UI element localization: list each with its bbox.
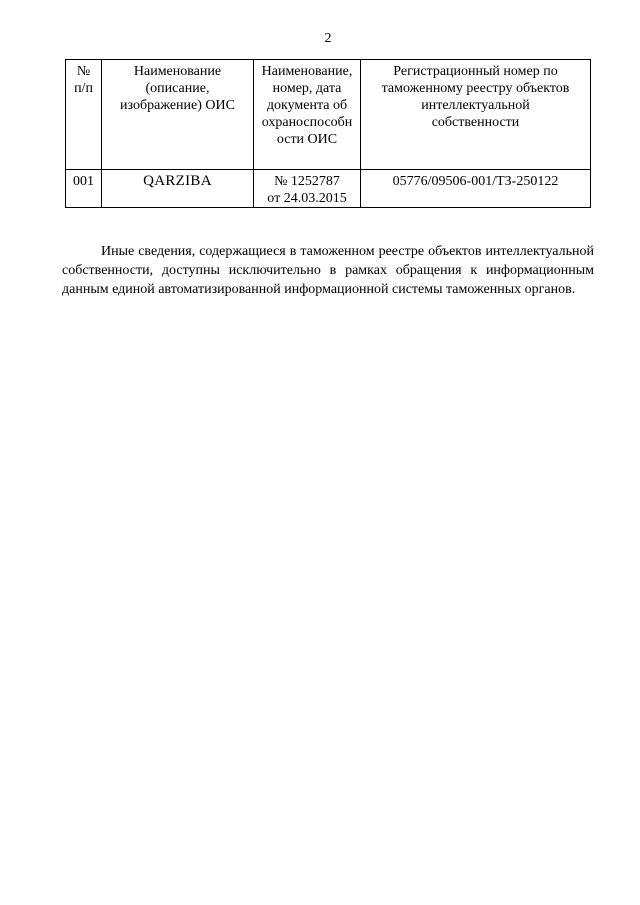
header-registration-number: Регистрационный номер по таможенному реестру объектов интеллектуальной собственности [361, 60, 591, 170]
ois-trademark-name: QARZIBA [102, 170, 254, 208]
row-number: 001 [66, 170, 102, 208]
table-row [66, 170, 591, 208]
header-protection-document: Наименование, номер, дата документа об охраноспособн ости ОИС [254, 60, 361, 170]
table-header-row [66, 60, 591, 170]
protection-document: № 1252787 от 24.03.2015 [254, 170, 361, 208]
ois-registry-table [65, 59, 591, 208]
page-number: 2 [324, 31, 332, 46]
registration-number: 05776/09506-001/ТЗ-250122 [361, 170, 591, 208]
header-ois-name: Наименование (описание, изображение) ОИС [102, 60, 254, 170]
additional-info-paragraph: Иные сведения, содержащиеся в таможенном реестре объектов интеллектуальной собственности, доступны исключительно в рамках обращения к информационным данным единой автоматизированной информационной системы таможенных органов. [62, 244, 594, 297]
header-number: № п/п [66, 60, 102, 170]
